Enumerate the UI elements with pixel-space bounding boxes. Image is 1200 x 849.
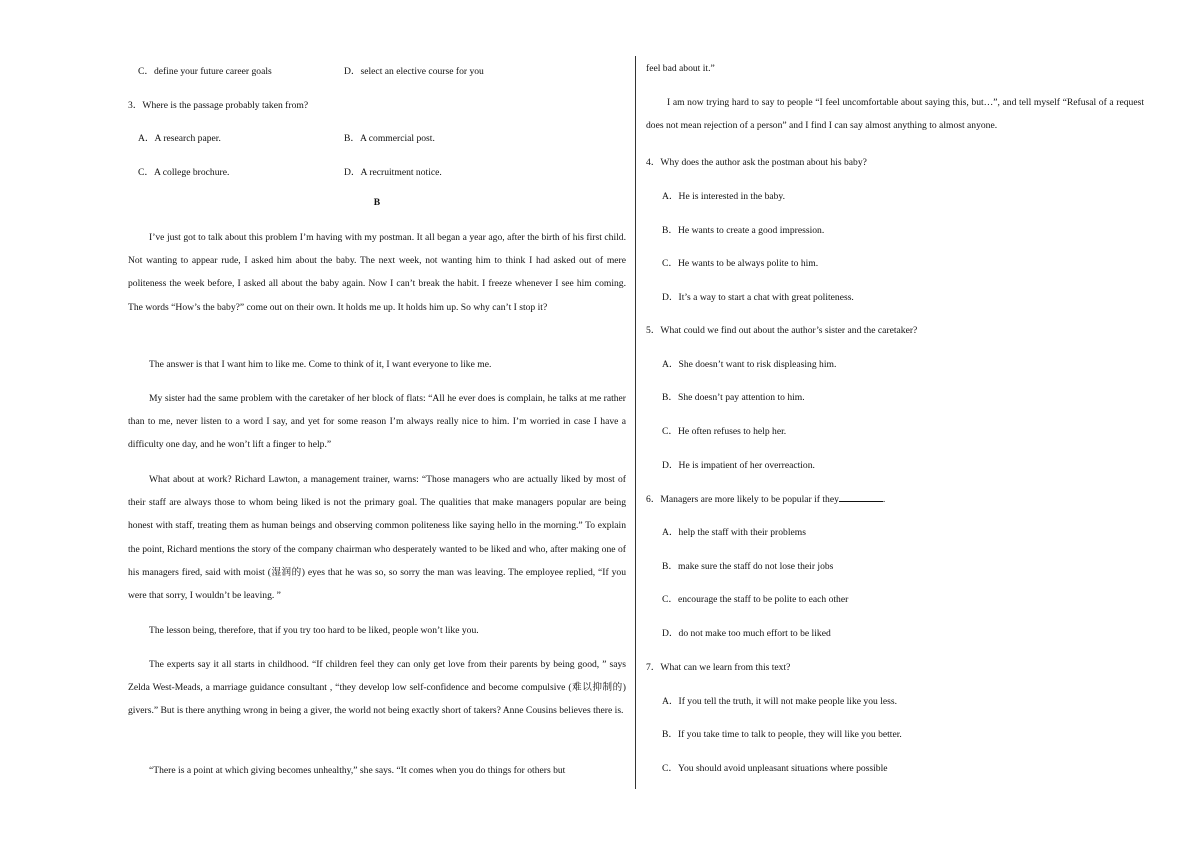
q6-stem-text: 6．Managers are more likely to be popular if they — [646, 494, 839, 505]
q7-option-a: A．If you tell the truth, it will not make people like you less. — [662, 696, 898, 707]
passage-paragraph-2: The answer is that I want him to like me. Come to think of it, I want everyone to like me. — [149, 359, 492, 370]
passage-paragraph-3: My sister had the same problem with the caretaker of her block of flats: “All he ever does is complain, he talks at me rather than to me, never listen to a word I say, and yet for some reason I’m always really nice to him. I’m worried in case I have a difficulty one day, and he won’t lift a finger to help.” — [128, 393, 626, 451]
answer-blank — [839, 492, 883, 502]
q6-option-b: B．make sure the staff do not lose their jobs — [662, 561, 834, 572]
q4-stem: 4．Why does the author ask the postman about his baby? — [646, 157, 867, 168]
q2-option-d: D．select an elective course for you — [344, 66, 484, 77]
q5-option-a: A．She doesn’t want to risk displeasing him. — [662, 359, 837, 370]
column-divider — [635, 56, 636, 789]
q5-option-d: D．He is impatient of her overreaction. — [662, 460, 815, 471]
q2-option-c: C．define your future career goals — [138, 66, 272, 77]
q3-option-a: A．A research paper. — [138, 133, 221, 144]
passage-paragraph-4: What about at work? Richard Lawton, a management trainer, warns: “Those managers who are actually liked by most of their staff are always those to whom being liked is not the primary goal. The qualities that make managers popular are being honest with staff, treating them as human beings and observing common politeness like saying hello in the morning.” To explain the point, Richard mentions the story of the company chairman who desperately wanted to be liked and who, after making one of his managers fired, said with moist (湿润的) eyes that he was so, so sorry the man was leaving. The employee replied, “If you were that sorry, I wouldn’t be leaving. ” — [128, 474, 626, 602]
q4-option-d: D．It’s a way to start a chat with great politeness. — [662, 292, 854, 303]
q5-stem: 5．What could we find out about the author’s sister and the caretaker? — [646, 325, 918, 336]
q4-option-c: C．He wants to be always polite to him. — [662, 258, 819, 269]
passage-continuation: feel bad about it.” — [646, 63, 715, 74]
q6-option-a: A．help the staff with their problems — [662, 527, 806, 538]
section-label: B — [373, 197, 381, 208]
q4-option-a: A．He is interested in the baby. — [662, 191, 785, 202]
q6-option-c: C．encourage the staff to be polite to each other — [662, 594, 849, 605]
passage-paragraph-7: “There is a point at which giving becomes unhealthy,” she says. “It comes when you do things for others but — [149, 765, 566, 776]
q4-option-b: B．He wants to create a good impression. — [662, 225, 825, 236]
q7-stem: 7．What can we learn from this text? — [646, 662, 791, 673]
q3-option-d: D．A recruitment notice. — [344, 167, 442, 178]
q6-stem-end: . — [882, 494, 886, 505]
q7-option-c: C．You should avoid unpleasant situations where possible — [662, 763, 888, 774]
q6-option-d: D．do not make too much effort to be liked — [662, 628, 831, 639]
q3-option-c: C．A college brochure. — [138, 167, 230, 178]
q7-option-b: B．If you take time to talk to people, they will like you better. — [662, 729, 902, 740]
q3-option-b: B．A commercial post. — [344, 133, 435, 144]
passage-paragraph-5: The lesson being, therefore, that if you try too hard to be liked, people won’t like you. — [149, 625, 479, 636]
passage-paragraph-refusal: I am now trying hard to say to people “I feel uncomfortable about saying this, but…”, and tell myself “Refusal of a request does not mean rejection of a person” and I find I can say almost anything to almost anyone. — [646, 97, 1144, 132]
q6-stem — [646, 491, 885, 505]
q5-option-c: C．He often refuses to help her. — [662, 426, 787, 437]
passage-paragraph-6: The experts say it all starts in childhood. “If children feel they can only get love from their parents by being good, ” says Zelda West-Meads, a marriage guidance consultant , “they develop low self-confidence and become compulsive (难以抑制的) givers.” But is there anything wrong in being a giver, the world not being exactly short of takers? Anne Cousins believes there is. — [128, 659, 626, 717]
q5-option-b: B．She doesn’t pay attention to him. — [662, 392, 805, 403]
q3-stem: 3．Where is the passage probably taken from? — [128, 100, 309, 111]
passage-paragraph-1: I’ve just got to talk about this problem I’m having with my postman. It all began a year ago, after the birth of his first child. Not wanting to appear rude, I asked him about the baby. The next week, not wanting him to think I had asked out of mere politeness the week before, I asked all about the baby again. Now I can’t break the habit. I freeze whenever I see him coming. The words “How’s the baby?” come out on their own. It holds me up. It holds him up. So why can’t I stop it? — [128, 232, 626, 313]
